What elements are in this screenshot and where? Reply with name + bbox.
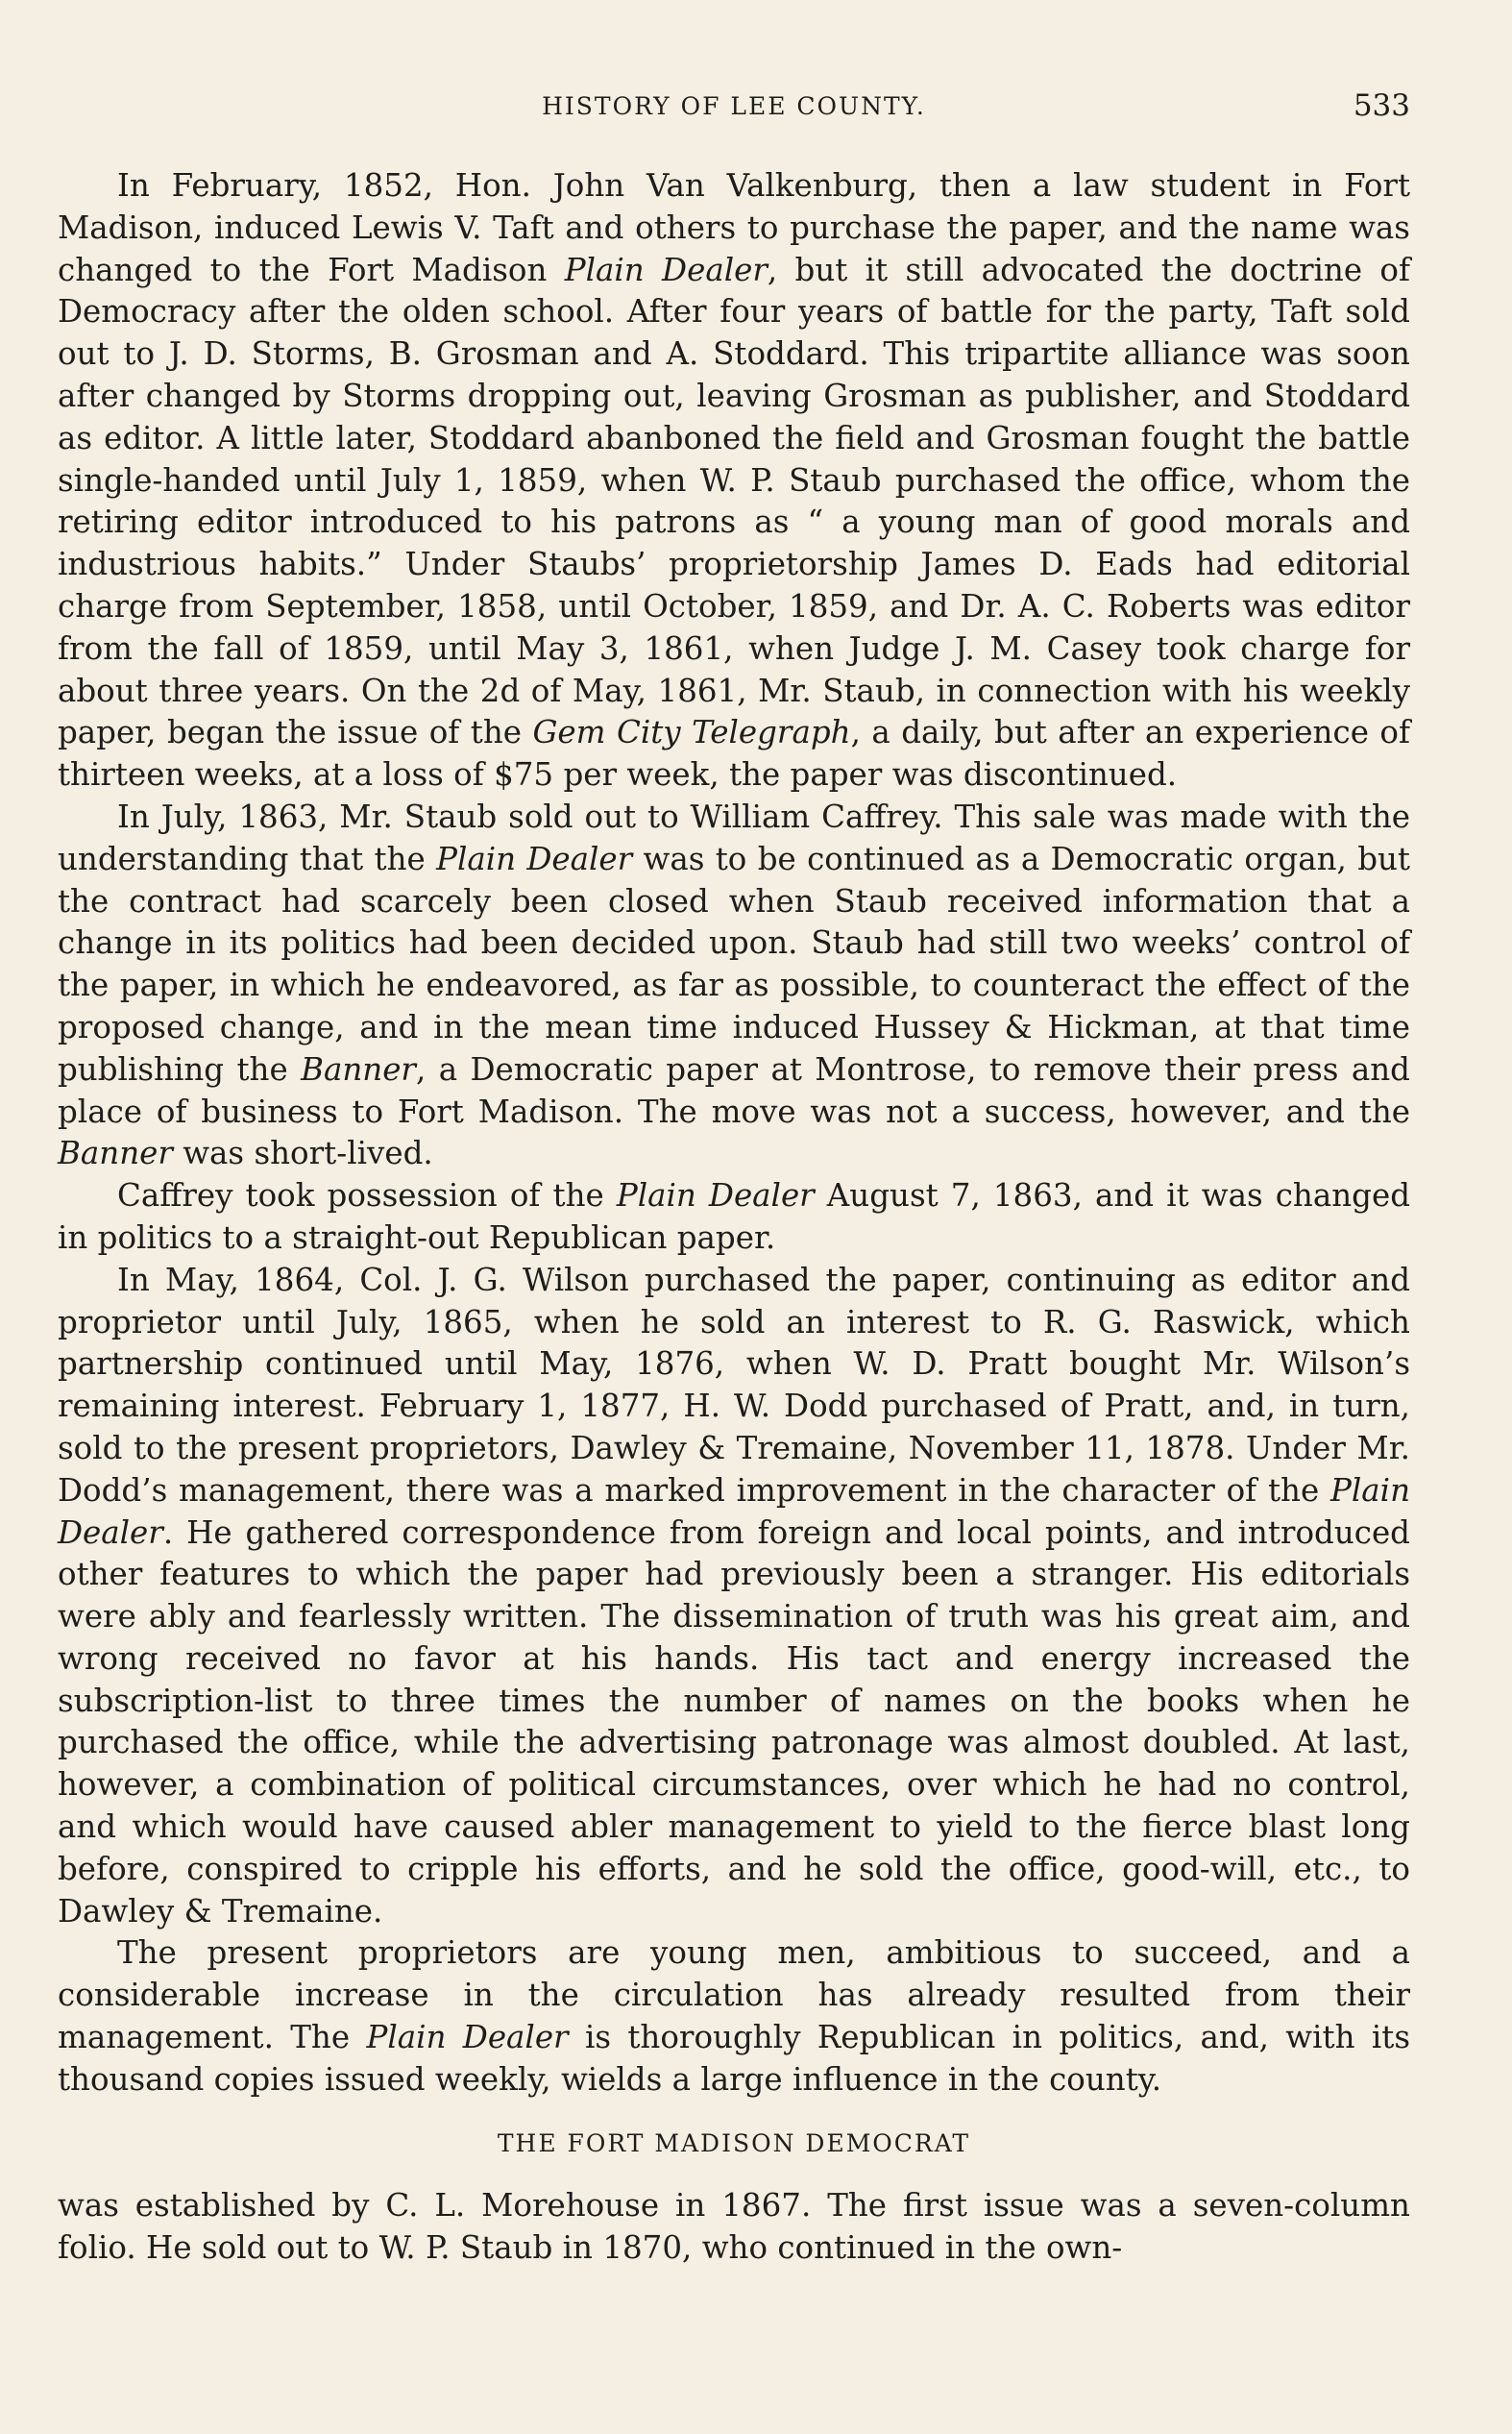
text-segment: August 7, 1863, and it was changed in politics to a straight-out Republican paper.	[58, 1177, 1410, 1256]
text-segment: , but it still advocated the doctrine of Democracy after the olden school. After four years of battle for the party, Taft sold out to J. D. Storms, B. Grosman and A. Stoddard. This tripartite alliance was soon after changed by Storms dropping out, leaving Grosman as publisher, and Stoddard as editor. A little later, Stoddard abanboned the field and Grosman fought the battle single-handed until July 1, 1859, when W. P. Staub purchased the office, whom the retiring editor introduced to his patrons as “ a young man of good morals and industrious habits.” Under Staubs’ proprietorship James D. Eads had editorial charge from September, 1858, until October, 1859, and Dr. A. C. Roberts was editor from the fall of 1859, until May 3, 1861, when Judge J. M. Casey took charge for about three years. On the 2d of May, 1861, Mr. Staub, in connection with his weekly paper, began the issue of the	[58, 251, 1411, 751]
paragraph-3	[58, 1175, 1410, 1260]
italic-title-text: Plain Dealer	[616, 1177, 815, 1215]
text-segment: , a daily, but after an experience of thirteen weeks, at a loss of $75 per week, the paper was discontinued.	[58, 714, 1410, 794]
italic-title-text: Plain Dealer	[58, 1471, 1410, 1551]
text-segment: is thoroughly Republican in politics, and, with its thousand copies issued weekly, wields a large influence in the county.	[58, 2019, 1410, 2098]
italic-title-text: Banner	[58, 1135, 173, 1172]
text-segment: was to be continued as a Democratic organ, but the contract had scarcely been closed when Staub received information that a change in its politics had been decided upon. Staub had still two weeks’ control of the paper, in which he endeavored, as far as possible, to counteract the effect of the proposed change, and in the mean time induced Hussey & Hickman, at that time publishing the	[58, 840, 1410, 1088]
paragraph-4	[58, 1260, 1410, 1933]
running-title: HISTORY OF LEE COUNTY.	[542, 92, 926, 120]
italic-title-text: Plain Dealer	[564, 251, 768, 288]
page-header	[58, 88, 1410, 127]
text-segment: , a Democratic paper at Montrose, to remove their press and place of business to Fort Madison. The move was not a success, however, and the	[58, 1050, 1410, 1130]
text-segment: The present proprietors are young men, ambitious to succeed, and a considerable increase in the circulation has already resulted from their management. The	[58, 1934, 1410, 2056]
italic-title-text: Plain Dealer	[436, 840, 633, 877]
page-number: 533	[1353, 88, 1410, 123]
paragraph-2	[58, 797, 1410, 1175]
text-segment: Caffrey took possession of the	[117, 1177, 617, 1215]
paragraph-5	[58, 1932, 1410, 2101]
text-segment: In July, 1863, Mr. Staub sold out to William Caffrey. This sale was made with the understanding that the	[58, 798, 1410, 877]
paragraph-1	[58, 165, 1410, 797]
text-segment: was established by C. L. Morehouse in 1867. The first issue was a seven-column folio. He sold out to W. P. Staub in 1870, who continued in the own-	[58, 2187, 1410, 2267]
italic-title-text: Gem City Telegraph	[532, 714, 851, 751]
text-segment: In February, 1852, Hon. John Van Valkenburg, then a law student in Fort Madison, induced Lewis V. Taft and others to purchase the paper, and the name was changed to the Fort Madison	[58, 167, 1410, 288]
italic-title-text: Plain Dealer	[366, 2019, 569, 2056]
body-text	[58, 165, 1410, 2270]
text-segment: In May, 1864, Col. J. G. Wilson purchased the paper, continuing as editor and proprietor until July, 1865, when he sold an interest to R. G. Raswick, which partnership continued until May, 1876, when W. D. Pratt bought Mr. Wilson’s remaining interest. February 1, 1877, H. W. Dodd purchased of Pratt, and, in turn, sold to the present proprietors, Dawley & Tremaine, November 11, 1878. Under Mr. Dodd’s management, there was a marked improvement in the character of the	[58, 1261, 1410, 1509]
italic-title-text: Banner	[301, 1050, 416, 1088]
text-segment: was short-lived.	[172, 1135, 433, 1172]
section-paragraph-1	[58, 2185, 1410, 2270]
section-heading: THE FORT MADISON DEMOCRAT	[497, 2128, 971, 2157]
text-segment: . He gathered correspondence from foreign and local points, and introduced other features to which the paper had previously been a stranger. His editorials were ably and fearlessly written. The dissemination of truth was his great aim, and wrong received no favor at his hands. His tact and energy increased the subscription-list to three times the number of names on the books when he purchased the office, while the advertising patronage was almost doubled. At last, however, a combination of political circumstances, over which he had no control, and which would have caused abler management to yield to the fierce blast long before, conspired to cripple his efforts, and he sold the office, good-will, etc., to Dawley & Tremaine.	[58, 1513, 1410, 1930]
